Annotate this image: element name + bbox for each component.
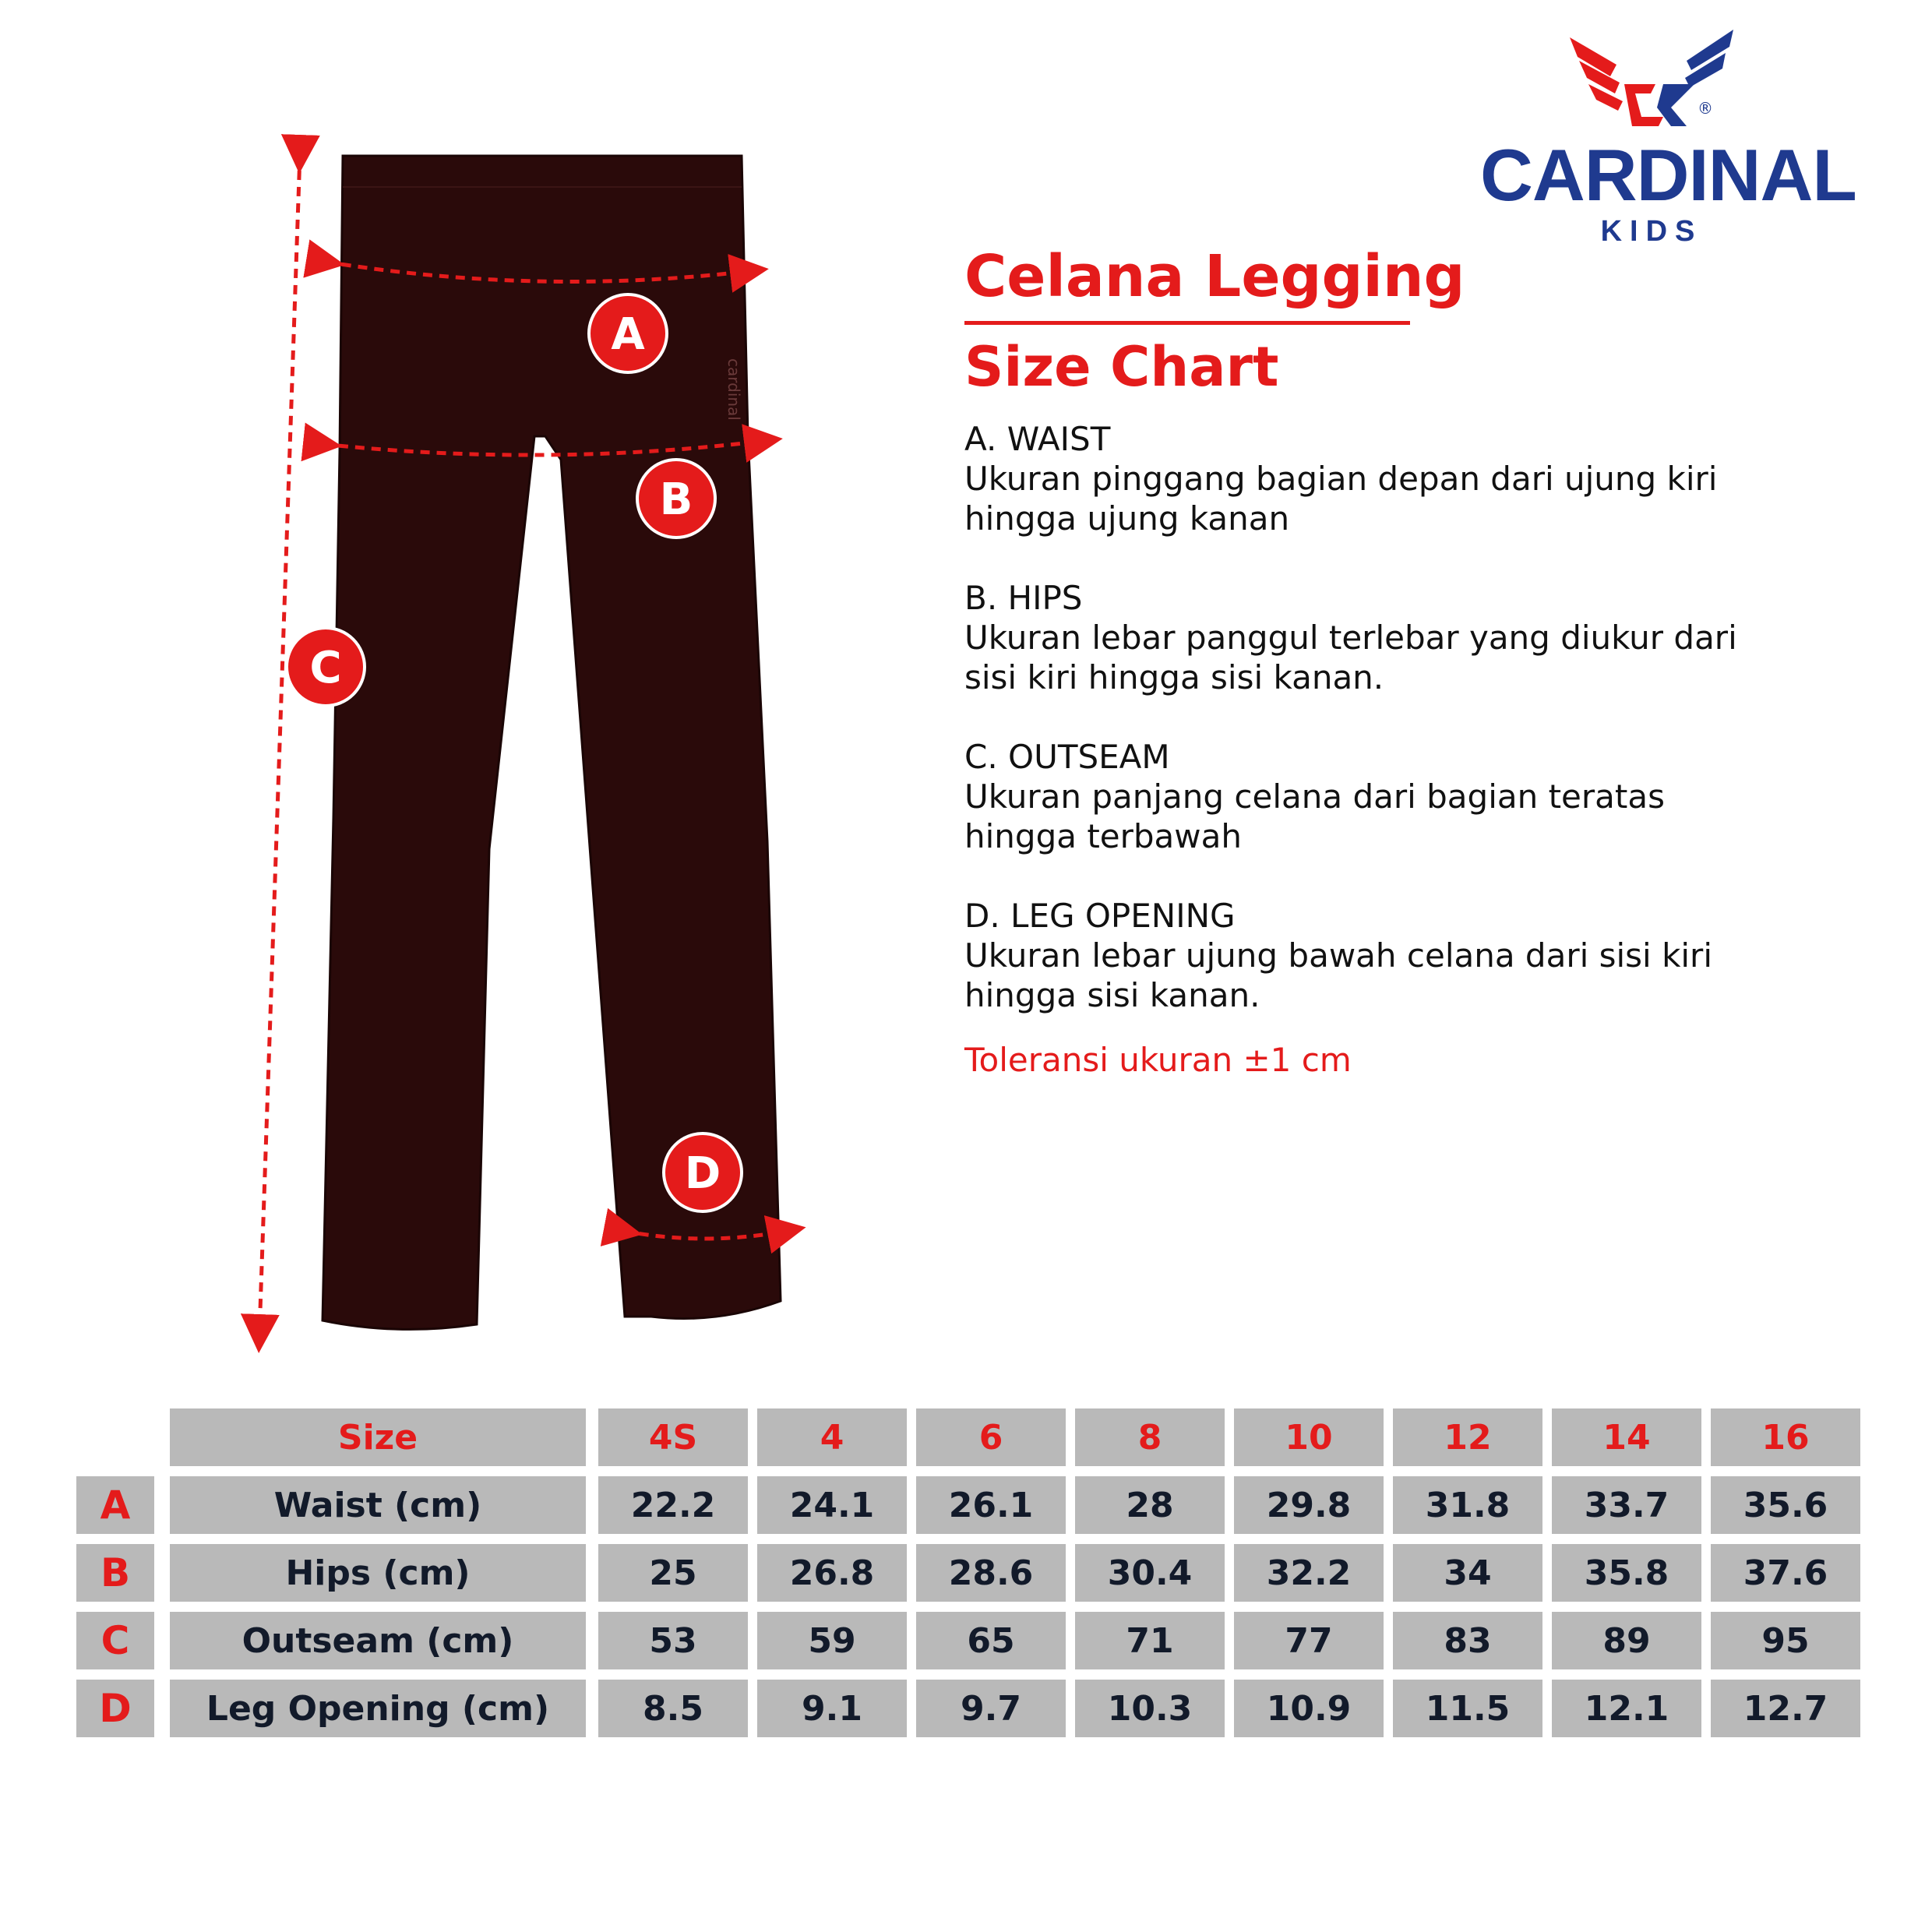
- table-header-cell: 10: [1234, 1408, 1384, 1466]
- table-cell: 35.6: [1711, 1476, 1860, 1534]
- measurement-descriptions: [964, 419, 1759, 1080]
- svg-text:B: B: [659, 474, 693, 525]
- table-cell: 9.7: [916, 1680, 1066, 1737]
- marker-c: [287, 628, 365, 706]
- table-cell: 22.2: [598, 1476, 748, 1534]
- table-cell: 12.7: [1711, 1680, 1860, 1737]
- table-header-cell: 12: [1393, 1408, 1542, 1466]
- row-label-hips: Hips (cm): [170, 1544, 586, 1602]
- brand-name: CARDINAL: [1480, 134, 1856, 216]
- table-cell: 95: [1711, 1612, 1860, 1669]
- waistband-brand-label: cardinal: [724, 358, 743, 421]
- table-cell: 12.1: [1552, 1680, 1701, 1737]
- outseam-arrow: [259, 154, 300, 1334]
- table-cell: 25: [598, 1544, 748, 1602]
- table-cell: 11.5: [1393, 1680, 1542, 1737]
- table-header-cell: 16: [1711, 1408, 1860, 1466]
- table-header-cell: 6: [916, 1408, 1066, 1466]
- table-cell: 26.1: [916, 1476, 1066, 1534]
- description-text: Ukuran pinggang bagian depan dari ujung kiri hingga ujung kanan: [964, 460, 1718, 538]
- svg-text:D: D: [684, 1148, 721, 1199]
- table-header-cell: 8: [1075, 1408, 1225, 1466]
- table-cell: 26.8: [757, 1544, 907, 1602]
- brand-subname: KIDS: [1600, 215, 1703, 248]
- row-letter-c: C: [76, 1612, 154, 1669]
- description-leg-opening: [964, 896, 1759, 1015]
- table-cell: 8.5: [598, 1680, 748, 1737]
- table-cell: 9.1: [757, 1680, 907, 1737]
- row-letter-d: D: [76, 1680, 154, 1737]
- description-text: Ukuran panjang celana dari bagian teratas hingga terbawah: [964, 777, 1665, 855]
- marker-b: [637, 460, 715, 538]
- description-heading: A. WAIST: [964, 420, 1111, 458]
- table-cell: 65: [916, 1612, 1066, 1669]
- table-header-cell: 14: [1552, 1408, 1701, 1466]
- table-cell: 35.8: [1552, 1544, 1701, 1602]
- row-letter-a: A: [76, 1476, 154, 1534]
- marker-d: [664, 1133, 742, 1211]
- tolerance-note: Toleransi ukuran ±1 cm: [964, 1041, 1352, 1079]
- table-cell: 32.2: [1234, 1544, 1384, 1602]
- marker-a: [589, 294, 667, 372]
- page-title: Celana Legging: [964, 243, 1465, 310]
- page-subtitle: Size Chart: [964, 335, 1279, 399]
- description-heading: D. LEG OPENING: [964, 897, 1236, 935]
- table-cell: 77: [1234, 1612, 1384, 1669]
- table-header-cell: 4: [757, 1408, 907, 1466]
- description-heading: C. OUTSEAM: [964, 738, 1170, 776]
- table-cell: 24.1: [757, 1476, 907, 1534]
- table-cell: 71: [1075, 1612, 1225, 1669]
- row-label-outseam: Outseam (cm): [170, 1612, 586, 1669]
- description-waist: [964, 419, 1759, 538]
- row-label-waist: Waist (cm): [170, 1476, 586, 1534]
- table-cell: 59: [757, 1612, 907, 1669]
- svg-text:®: ®: [1698, 99, 1713, 118]
- legging-illustration: [0, 0, 896, 1371]
- table-cell: 10.3: [1075, 1680, 1225, 1737]
- title-underline: [964, 321, 1410, 325]
- row-label-leg-opening: Leg Opening (cm): [170, 1680, 586, 1737]
- table-cell: 28.6: [916, 1544, 1066, 1602]
- table-cell: 29.8: [1234, 1476, 1384, 1534]
- table-header-cell: 4S: [598, 1408, 748, 1466]
- row-letter-b: B: [76, 1544, 154, 1602]
- svg-text:A: A: [611, 309, 645, 360]
- description-outseam: [964, 737, 1759, 856]
- table-cell: 34: [1393, 1544, 1542, 1602]
- table-cell: 28: [1075, 1476, 1225, 1534]
- svg-text:C: C: [309, 643, 342, 693]
- description-heading: B. HIPS: [964, 579, 1083, 617]
- table-cell: 83: [1393, 1612, 1542, 1669]
- description-text: Ukuran lebar ujung bawah celana dari sisi kiri hingga sisi kanan.: [964, 936, 1712, 1014]
- description-hips: [964, 578, 1759, 697]
- description-text: Ukuran lebar panggul terlebar yang diukur dari sisi kiri hingga sisi kanan.: [964, 619, 1737, 696]
- table-cell: 31.8: [1393, 1476, 1542, 1534]
- table-header-size: Size: [170, 1408, 586, 1466]
- table-cell: 89: [1552, 1612, 1701, 1669]
- table-cell: 10.9: [1234, 1680, 1384, 1737]
- table-cell: 33.7: [1552, 1476, 1701, 1534]
- table-cell: 30.4: [1075, 1544, 1225, 1602]
- brand-logo: [1480, 30, 1856, 248]
- cardinal-wing-logo-icon: [1570, 30, 1733, 139]
- table-cell: 53: [598, 1612, 748, 1669]
- table-cell: 37.6: [1711, 1544, 1860, 1602]
